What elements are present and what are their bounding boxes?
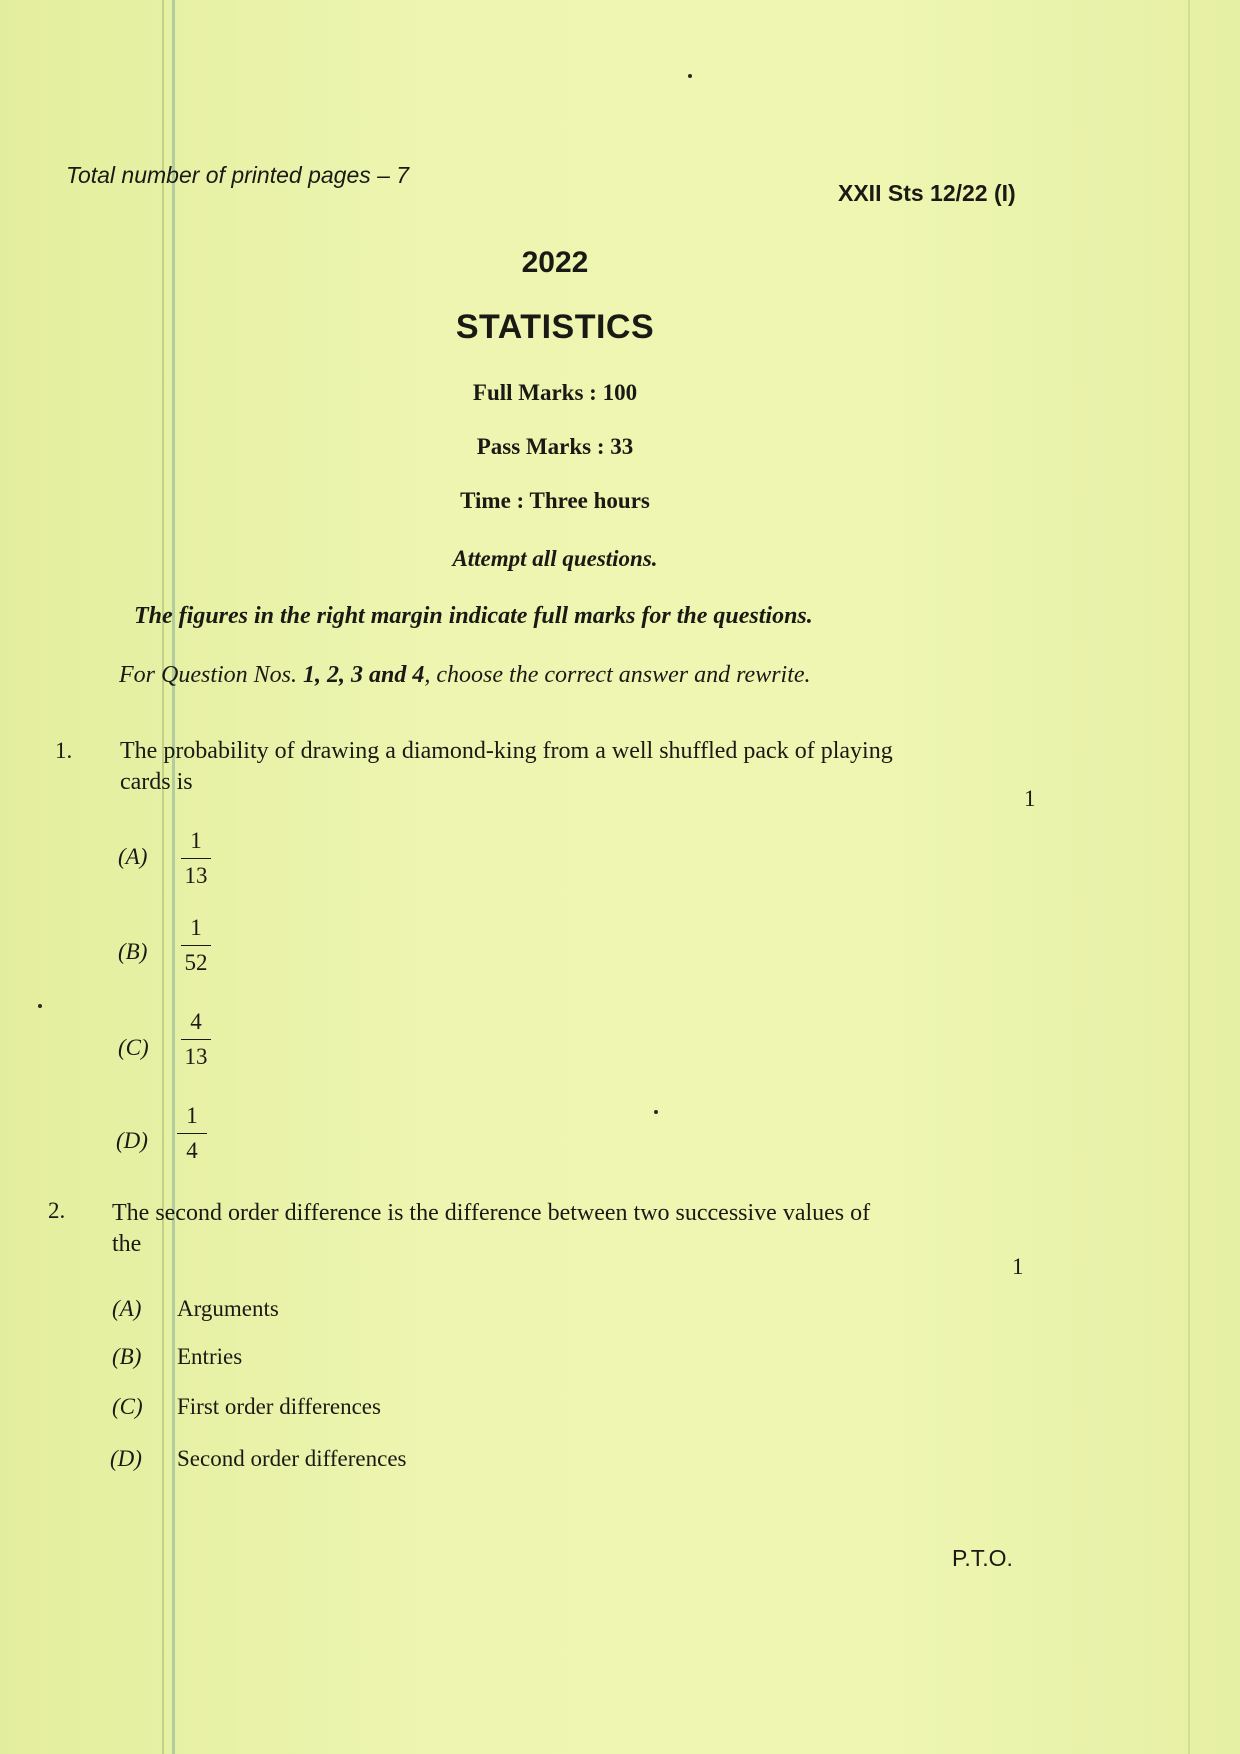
question-marks: 1 bbox=[1012, 1254, 1024, 1279]
fraction-numerator: 1 bbox=[186, 1103, 198, 1128]
question-text bbox=[112, 1198, 870, 1260]
pass-marks: Pass Marks : 33 bbox=[476, 434, 634, 459]
attempt-instruction: Attempt all questions. bbox=[452, 546, 658, 571]
question-text-line: cards is bbox=[120, 769, 193, 795]
exam-time: Time : Three hours bbox=[460, 488, 650, 513]
fraction-bar bbox=[181, 945, 211, 946]
question-marks: 1 bbox=[1024, 786, 1036, 811]
question-text-line: The second order difference is the difference between two successive values of bbox=[112, 1200, 871, 1226]
answer-instruction: For Question Nos. 1, 2, 3 and 4, choose the correct answer and rewrite. bbox=[119, 662, 811, 688]
option-text: Second order differences bbox=[177, 1446, 407, 1471]
question-text bbox=[120, 736, 893, 798]
question-number: 1. bbox=[55, 738, 73, 763]
fraction-denominator: 13 bbox=[184, 1044, 208, 1069]
option-fraction bbox=[176, 1008, 216, 1071]
fraction-bar bbox=[181, 858, 211, 859]
option-label: (C) bbox=[118, 1035, 149, 1060]
fraction-denominator: 13 bbox=[184, 863, 208, 888]
scan-artifact-line bbox=[1188, 0, 1190, 1754]
scan-speck bbox=[654, 1110, 658, 1114]
option-label: (D) bbox=[110, 1446, 142, 1471]
option-text: Arguments bbox=[177, 1296, 279, 1321]
question-number: 2. bbox=[48, 1198, 66, 1223]
please-turn-over: P.T.O. bbox=[952, 1545, 1013, 1571]
option-text: First order differences bbox=[177, 1394, 381, 1419]
fraction-denominator: 52 bbox=[184, 950, 208, 975]
option-label: (C) bbox=[112, 1394, 143, 1419]
printed-pages-note: Total number of printed pages – 7 bbox=[66, 162, 410, 188]
fraction-numerator: 4 bbox=[190, 1009, 202, 1034]
scan-speck bbox=[688, 74, 692, 78]
option-label: (B) bbox=[112, 1344, 142, 1369]
fraction-bar bbox=[177, 1133, 207, 1134]
question-text-line: the bbox=[112, 1231, 142, 1257]
scan-speck bbox=[38, 1004, 42, 1008]
full-marks: Full Marks : 100 bbox=[472, 380, 638, 405]
fraction-numerator: 1 bbox=[190, 915, 202, 940]
option-fraction bbox=[176, 914, 216, 977]
option-label: (A) bbox=[112, 1296, 142, 1321]
option-label: (B) bbox=[118, 939, 148, 964]
option-label: (A) bbox=[118, 844, 148, 869]
marks-instruction: The figures in the right margin indicate full marks for the questions. bbox=[134, 603, 813, 629]
option-fraction bbox=[176, 827, 216, 890]
option-label: (D) bbox=[116, 1128, 148, 1153]
exam-year: 2022 bbox=[521, 246, 589, 279]
question-text-line: The probability of drawing a diamond-king from a well shuffled pack of playing bbox=[120, 738, 893, 764]
fraction-numerator: 1 bbox=[190, 828, 202, 853]
fraction-bar bbox=[181, 1039, 211, 1040]
option-text: Entries bbox=[177, 1344, 243, 1369]
exam-subject: STATISTICS bbox=[455, 308, 655, 346]
fraction-denominator: 4 bbox=[186, 1138, 198, 1163]
option-fraction bbox=[172, 1102, 212, 1165]
paper-code: XXII Sts 12/22 (I) bbox=[838, 180, 1016, 206]
